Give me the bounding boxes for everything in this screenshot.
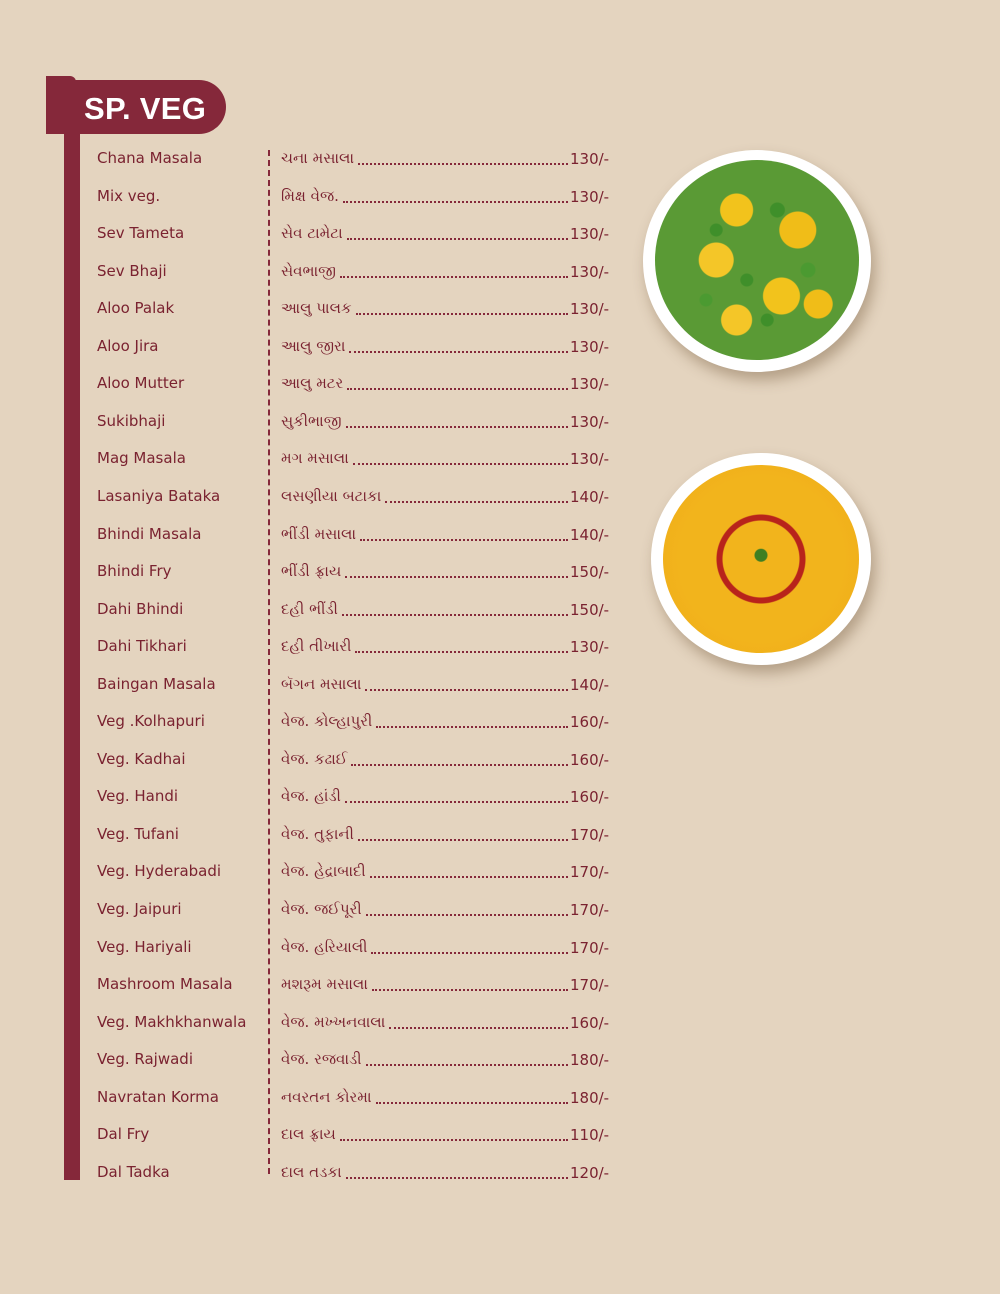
dot-leader (376, 726, 568, 728)
item-price: 170/- (570, 825, 610, 844)
item-name-english: Dal Tadka (97, 1162, 170, 1181)
item-price: 160/- (570, 788, 610, 807)
item-name-english: Veg. Rajwadi (97, 1050, 193, 1069)
item-price: 130/- (570, 225, 610, 244)
item-name-english: Veg. Tufani (97, 824, 179, 843)
item-price: 160/- (570, 750, 610, 769)
dot-leader (365, 689, 568, 691)
menu-item (0, 711, 620, 747)
item-name-gujarati: દાલ તડકા (281, 1162, 342, 1181)
item-price: 110/- (570, 1126, 610, 1145)
menu-item (0, 1087, 620, 1123)
item-name-english: Dahi Bhindi (97, 599, 184, 618)
item-name-gujarati: સેવ ટામેટા (281, 224, 343, 243)
item-name-gujarati: દહી ભીંડી (281, 599, 338, 618)
dot-leader (346, 1177, 568, 1179)
menu-item (0, 486, 620, 522)
item-name-english: Mix veg. (97, 186, 161, 205)
item-price: 180/- (570, 1051, 610, 1070)
item-name-english: Baingan Masala (97, 674, 216, 693)
dot-leader (343, 201, 568, 203)
item-name-english: Veg. Makhkhanwala (97, 1012, 247, 1031)
item-name-english: Veg. Kadhai (97, 749, 186, 768)
item-name-gujarati: ચના મસાલા (281, 149, 355, 167)
item-name-english: Veg. Handi (97, 787, 179, 806)
section-title: SP. VEG (84, 91, 207, 126)
item-name-gujarati: આલુ પાલક (281, 299, 352, 318)
aloo-mutter-food (655, 160, 859, 360)
item-price: 130/- (570, 262, 610, 281)
dot-leader (355, 651, 568, 653)
dot-leader (345, 801, 568, 803)
item-name-english: Aloo Jira (97, 336, 159, 355)
item-price: 150/- (570, 563, 610, 582)
item-price: 140/- (570, 525, 610, 544)
menu-item (0, 861, 620, 897)
item-name-english: Dahi Tikhari (97, 637, 187, 656)
item-name-gujarati: લસણીયા બટાકા (281, 486, 382, 505)
menu-item (0, 974, 620, 1010)
item-price: 150/- (570, 600, 610, 619)
item-name-gujarati: ભીંડી મસાલા (281, 524, 357, 543)
dal-tadka-bowl-image (651, 453, 871, 665)
menu-item (0, 1012, 620, 1048)
item-name-english: Sev Tameta (97, 224, 185, 243)
dot-leader (371, 952, 568, 954)
menu-item (0, 599, 620, 635)
menu-item (0, 1049, 620, 1085)
dot-leader (366, 914, 568, 916)
menu-item (0, 373, 620, 409)
item-price: 130/- (570, 150, 610, 168)
item-name-english: Veg. Hyderabadi (97, 862, 222, 881)
menu-item (0, 1162, 620, 1198)
dot-leader (376, 1102, 568, 1104)
menu-item (0, 824, 620, 860)
dot-leader (356, 313, 568, 315)
item-name-gujarati: વેજ. રજવાડી (281, 1050, 362, 1069)
dot-leader (340, 276, 568, 278)
item-name-gujarati: સુકીભાજી (281, 411, 342, 430)
item-price: 170/- (570, 976, 610, 995)
dot-leader (347, 388, 568, 390)
item-price: 170/- (570, 863, 610, 882)
menu-item (0, 937, 620, 973)
item-name-english: Veg. Hariyali (97, 937, 192, 956)
menu-item (0, 899, 620, 935)
menu-item (0, 223, 620, 259)
item-name-english: Veg .Kolhapuri (97, 712, 205, 731)
menu-item (0, 298, 620, 334)
dal-tadka-food (663, 465, 859, 653)
item-name-english: Mag Masala (97, 449, 186, 468)
menu-item (0, 148, 620, 184)
item-name-english: Chana Masala (97, 149, 203, 167)
menu-item (0, 561, 620, 597)
menu-item (0, 674, 620, 710)
menu-item (0, 411, 620, 447)
item-name-gujarati: આલુ મટર (281, 374, 344, 393)
dot-leader (358, 163, 568, 165)
item-name-english: Sukibhaji (97, 411, 166, 430)
item-price: 130/- (570, 450, 610, 469)
item-name-gujarati: બૅગન મસાલા (281, 674, 362, 693)
item-price: 130/- (570, 187, 610, 206)
item-name-gujarati: આલુ જીરા (281, 336, 346, 355)
item-name-english: Aloo Mutter (97, 374, 185, 393)
item-name-gujarati: દાલ ફ્રાય (281, 1125, 336, 1144)
item-name-gujarati: વેજ. તુફાની (281, 824, 354, 843)
item-price: 130/- (570, 375, 610, 394)
dot-leader (360, 539, 568, 541)
dot-leader (342, 614, 568, 616)
dot-leader (358, 839, 568, 841)
menu-item (0, 186, 620, 222)
dot-leader (389, 1027, 568, 1029)
item-name-gujarati: નવરતન કોરમા (281, 1087, 372, 1106)
item-price: 120/- (570, 1163, 610, 1182)
item-name-gujarati: વેજ. હરિયાલી (281, 937, 368, 956)
item-name-english: Lasaniya Bataka (97, 486, 221, 505)
dot-leader (370, 876, 568, 878)
item-name-english: Sev Bhaji (97, 261, 167, 280)
menu-item (0, 261, 620, 297)
item-price: 170/- (570, 901, 610, 919)
item-price: 170/- (570, 938, 610, 957)
menu-item (0, 336, 620, 372)
item-name-gujarati: વેજ. મખ્ખનવાલા (281, 1012, 386, 1031)
item-name-english: Bhindi Masala (97, 524, 202, 543)
dot-leader (366, 1064, 568, 1066)
item-name-gujarati: મશરૂમ મસાલા (281, 975, 368, 994)
item-price: 180/- (570, 1088, 610, 1107)
item-price: 160/- (570, 713, 610, 732)
menu-item (0, 524, 620, 560)
menu-item (0, 1124, 620, 1160)
item-price: 130/- (570, 638, 610, 657)
aloo-mutter-bowl-image (643, 150, 871, 372)
item-price: 130/- (570, 412, 610, 431)
item-price: 140/- (570, 675, 610, 694)
dot-leader (385, 501, 568, 503)
item-price: 130/- (570, 300, 610, 319)
item-name-english: Aloo Palak (97, 299, 175, 318)
item-name-gujarati: મિક્ષ વેજ. (281, 186, 339, 205)
item-name-english: Veg. Jaipuri (97, 900, 182, 918)
dot-leader (372, 989, 568, 991)
item-price: 160/- (570, 1013, 610, 1032)
item-price: 140/- (570, 487, 610, 506)
item-name-english: Mashroom Masala (97, 975, 233, 994)
item-name-gujarati: વેજ. હેદ્રાબાદી (281, 862, 366, 881)
menu-item (0, 636, 620, 672)
dot-leader (347, 238, 568, 240)
menu-item (0, 786, 620, 822)
item-name-english: Bhindi Fry (97, 562, 172, 581)
item-name-gujarati: વેજ. જઈપૂરી (281, 900, 362, 918)
dot-leader (351, 764, 568, 766)
item-name-gujarati: ભીંડી ફ્રાય (281, 562, 342, 581)
item-price: 130/- (570, 337, 610, 356)
dot-leader (345, 576, 568, 578)
menu-item (0, 749, 620, 785)
item-name-english: Dal Fry (97, 1125, 150, 1144)
item-name-gujarati: વેજ. કોલ્હાપુરી (281, 712, 373, 731)
dot-leader (353, 463, 568, 465)
item-name-gujarati: સેવભાજી (281, 261, 336, 280)
item-name-gujarati: વેજ. કઢાઈ (281, 749, 348, 768)
item-name-gujarati: મગ મસાલા (281, 449, 349, 468)
dot-leader (340, 1139, 568, 1141)
menu-item (0, 448, 620, 484)
item-name-gujarati: દહી તીખારી (281, 637, 352, 656)
item-name-gujarati: વેજ. હાંડી (281, 787, 341, 806)
item-name-english: Navratan Korma (97, 1087, 219, 1106)
dot-leader (349, 351, 568, 353)
dot-leader (346, 426, 568, 428)
